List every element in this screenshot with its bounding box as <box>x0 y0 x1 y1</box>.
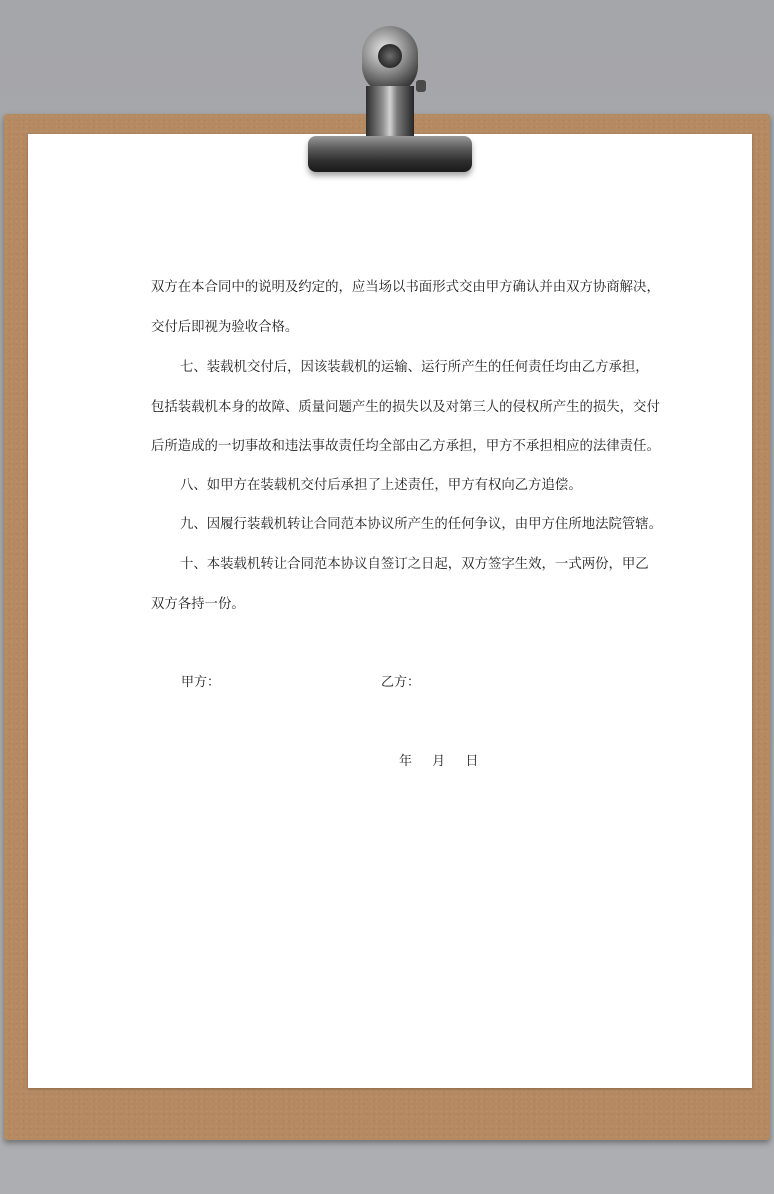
date-month: 月 <box>432 754 446 769</box>
clause-7-line-3: 后所造成的一切事故和违法事故责任均全部由乙方承担，甲方不承担相应的法律责任。 <box>151 439 660 454</box>
party-a-label: 甲方： <box>181 675 221 690</box>
clause-10-line-2: 双方各持一份。 <box>151 597 245 612</box>
clause-7-line-1: 七、装载机交付后，因该装载机的运输、运行所产生的任何责任均由乙方承担， <box>180 360 649 375</box>
paragraph-line-1: 双方在本合同中的说明及约定的，应当场以书面形式交由甲方确认并由双方协商解决， <box>151 280 660 295</box>
clause-10-line-1: 十、本装载机转让合同范本协议自签订之日起，双方签字生效，一式两份，甲乙 <box>180 557 649 572</box>
date-day: 日 <box>465 754 479 769</box>
clause-8-line: 八、如甲方在装载机交付后承担了上述责任，甲方有权向乙方追偿。 <box>180 478 582 493</box>
date-line <box>399 750 478 769</box>
paragraph-line-2: 交付后即视为验收合格。 <box>151 320 299 335</box>
party-b-label: 乙方： <box>381 675 421 690</box>
clause-7-line-2: 包括装载机本身的故障、质量问题产生的损失以及对第三人的侵权所产生的损失，交付 <box>151 400 660 415</box>
clause-9-line: 九、因履行装载机转让合同范本协议所产生的任何争议，由甲方住所地法院管辖。 <box>180 517 663 532</box>
date-year: 年 <box>399 754 413 769</box>
